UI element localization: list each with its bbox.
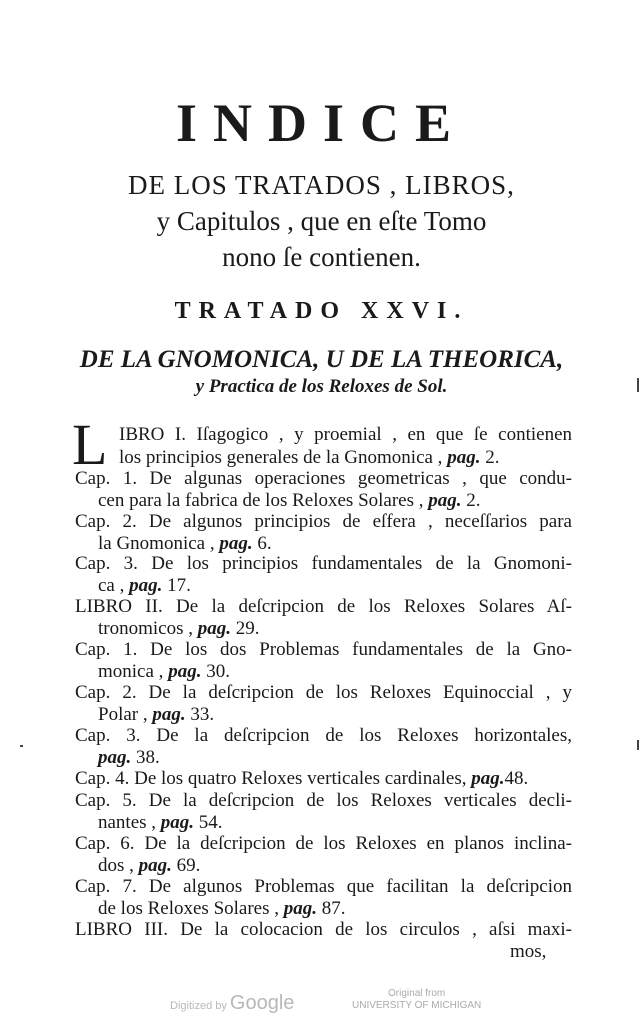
scan-mark (20, 745, 23, 747)
digitized-by-google-watermark: Digitized by Google (170, 992, 295, 1014)
toc-line: Cap. 1. De algunas operaciones geometricas , que condu- (75, 468, 572, 489)
toc-line: dos , pag. 69. (98, 855, 201, 876)
toc-line: Cap. 3. De los principios fundamentales de la Gnomoni- (75, 553, 572, 574)
toc-line: Cap. 3. De la deſcripcion de los Reloxes horizontales, (75, 725, 572, 746)
tratado-heading: TRATADO XXVI. (174, 298, 469, 324)
catchword: mos, (510, 941, 547, 962)
toc-line: cen para la fabrica de los Reloxes Solares , pag. 2. (98, 490, 481, 511)
toc-line: Cap. 2. De algunos principios de eſfera , neceſſarios para (75, 511, 572, 532)
index-title: INDICE (175, 93, 468, 153)
drop-cap: L (72, 412, 108, 477)
toc-line: los principios generales de la Gnomonica , pag. 2. (119, 447, 500, 468)
toc-line: Polar , pag. 33. (98, 704, 215, 725)
toc-line: de los Reloxes Solares , pag. 87. (98, 898, 346, 919)
toc-line: nantes , pag. 54. (98, 812, 223, 833)
index-subtitle-line-1: DE LOS TRATADOS , LIBROS, (128, 170, 515, 200)
subject-line-1: DE LA GNOMONICA, U DE LA THEORICA, (79, 346, 564, 373)
toc-line: Cap. 2. De la deſcripcion de los Reloxes Equinoccial , y (75, 682, 572, 703)
toc-line: Cap. 5. De la deſcripcion de los Reloxes verticales decli- (75, 790, 572, 811)
index-subtitle-line-2: y Capitulos , que en eſte Tomo (156, 206, 487, 236)
toc-line: Cap. 1. De los dos Problemas fundamentales de la Gno- (75, 639, 572, 660)
toc-line: Cap. 4. De los quatro Reloxes verticales cardinales, pag.48. (75, 768, 529, 789)
subject-line-2: y Practica de los Reloxes de Sol. (195, 376, 448, 397)
toc-line: Cap. 7. De algunos Problemas que facilitan la deſcripcion (75, 876, 572, 897)
scan-mark (637, 378, 639, 392)
scan-mark (637, 740, 639, 750)
toc-line: tronomicos , pag. 29. (98, 618, 260, 639)
toc-line: la Gnomonica , pag. 6. (98, 533, 272, 554)
toc-line: monica , pag. 30. (98, 661, 230, 682)
toc-line: IBRO I. Iſagogico , y proemial , en que ſe contienen (119, 424, 572, 445)
toc-line: Cap. 6. De la deſcripcion de los Reloxes en planos inclina- (75, 833, 572, 854)
toc-line: LIBRO III. De la colocacion de los circulos , aſsi maxi- (75, 919, 572, 940)
toc-line: ca , pag. 17. (98, 575, 191, 596)
toc-line: pag. 38. (98, 747, 160, 768)
toc-line: LIBRO II. De la deſcripcion de los Reloxes Solares Aſ- (75, 596, 572, 617)
index-subtitle-line-3: nono ſe contienen. (222, 242, 421, 272)
original-source-watermark: Original from UNIVERSITY OF MICHIGAN (352, 988, 482, 1011)
